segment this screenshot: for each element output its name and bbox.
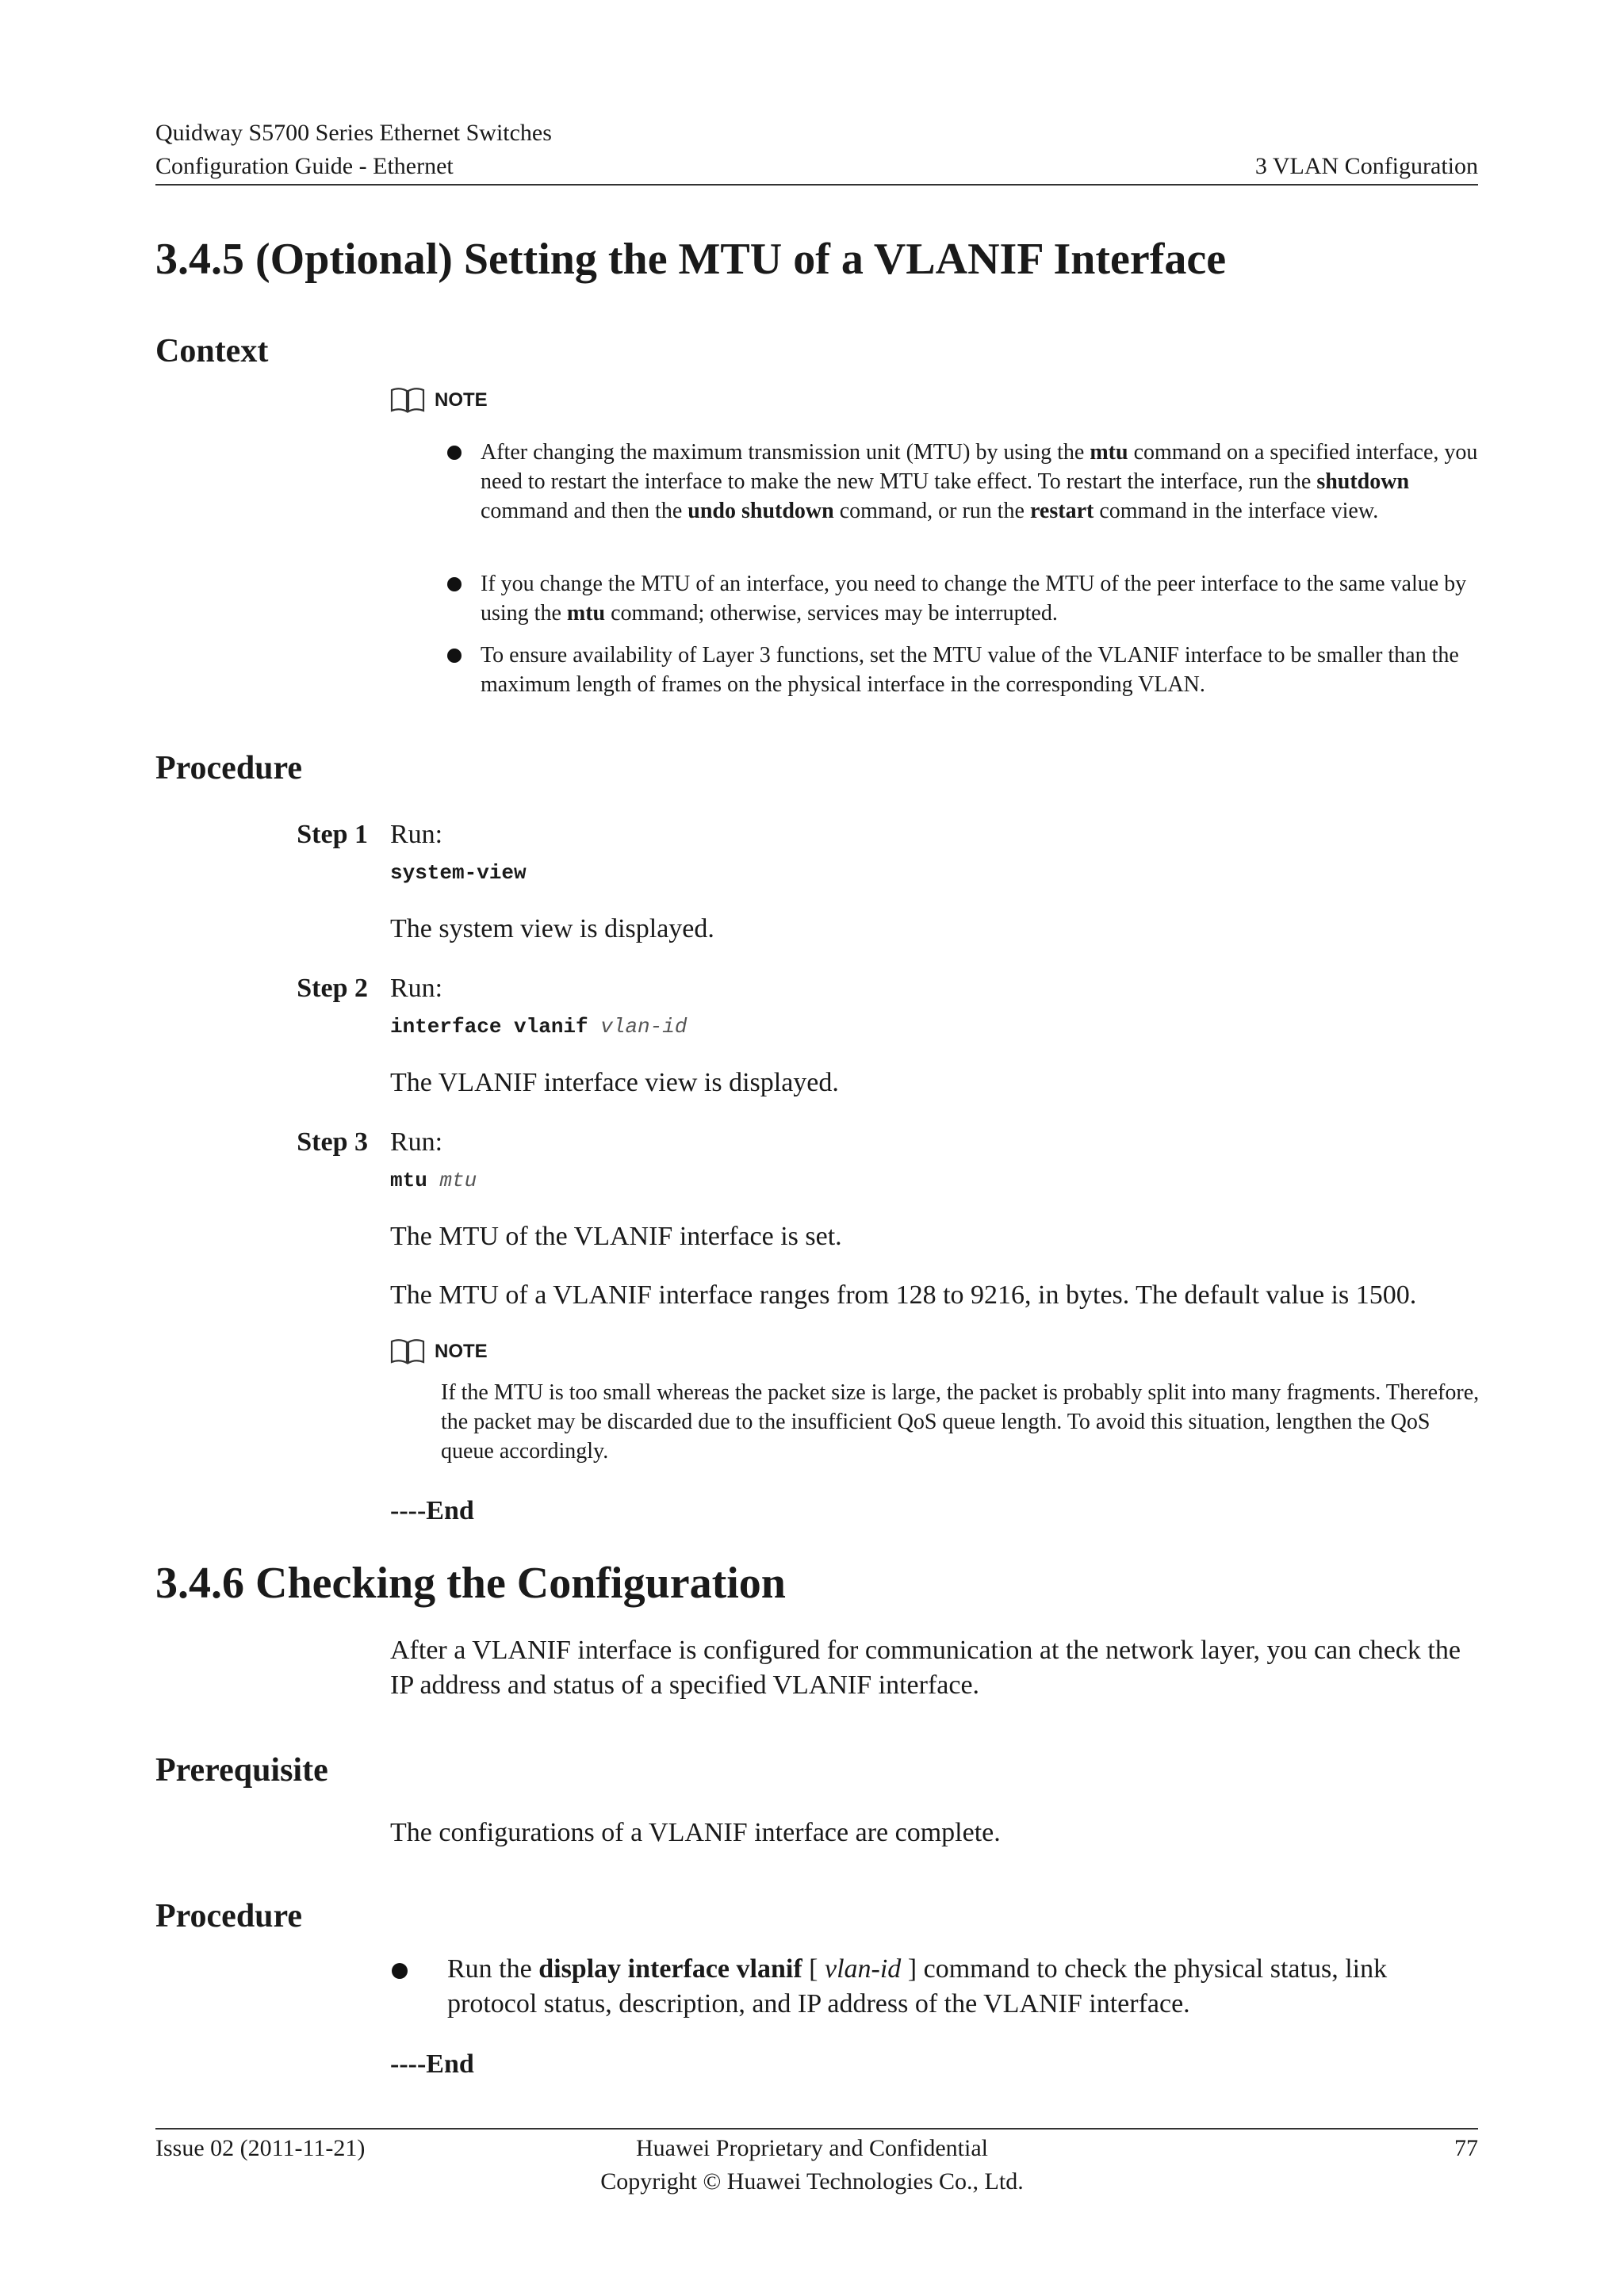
prerequisite-heading: Prerequisite — [155, 1752, 328, 1789]
section-title-346: 3.4.6 Checking the Configuration — [155, 1559, 786, 1608]
note-label: NOTE — [435, 1341, 488, 1362]
footer-page-number: 77 — [1454, 2135, 1478, 2161]
context-heading: Context — [155, 333, 269, 369]
procedure-bullet: Run the display interface vlanif [ vlan-id ] command to check the physical status, link protocol status, description, and IP address of the VLANIF interface. — [447, 1954, 1388, 2019]
note-header-2 — [390, 1338, 488, 1365]
note-label: NOTE — [435, 389, 488, 411]
section-346-intro: After a VLANIF interface is configured for communication at the network layer, you can check the IP address and status of a specified VLANIF interface. — [390, 1636, 1461, 1700]
header-product: Quidway S5700 Series Ethernet Switches — [155, 120, 552, 146]
section-title-345: 3.4.5 (Optional) Setting the MTU of a VLANIF Interface — [155, 235, 1227, 284]
header-guide: Configuration Guide - Ethernet — [155, 153, 454, 179]
footer-issue: Issue 02 (2011-11-21) — [155, 2135, 366, 2161]
footer-rule — [155, 2128, 1478, 2130]
note-bullet-3: To ensure availability of Layer 3 functions, set the MTU value of the VLANIF interface to be smaller than the maximum length of frames on the physical interface in the corresponding VLAN. — [481, 643, 1459, 697]
bullet-dot — [447, 577, 462, 591]
end-marker-1: ----End — [390, 1496, 474, 1525]
step-1-desc: The system view is displayed. — [390, 914, 714, 943]
bullet-dot — [447, 649, 462, 663]
end-marker-2: ----End — [390, 2049, 474, 2079]
footer-copyright: Copyright © Huawei Technologies Co., Ltd. — [600, 2168, 1024, 2195]
header-rule — [155, 184, 1478, 186]
book-icon — [390, 1338, 425, 1365]
book-icon — [390, 387, 425, 414]
step-3-label: Step 3 — [297, 1127, 368, 1157]
footer-confidential: Huawei Proprietary and Confidential — [635, 2135, 989, 2161]
step-2-desc: The VLANIF interface view is displayed. — [390, 1068, 839, 1097]
bullet-dot — [392, 1963, 408, 1979]
note-header — [390, 387, 488, 414]
bullet-dot — [447, 446, 462, 460]
note-bullet-1: After changing the maximum transmission unit (MTU) by using the mtu command on a specified interface, you need to restart the interface to make the new MTU take effect. To restart the interface, run the shutdown command and then the undo shutdown command, or run the restart command in the interface view. — [481, 440, 1478, 523]
step-3-desc: The MTU of the VLANIF interface is set. — [390, 1222, 842, 1251]
step-3-command: mtu mtu — [390, 1169, 477, 1192]
procedure-heading-2: Procedure — [155, 1898, 303, 1934]
step-2-run: Run: — [390, 974, 443, 1003]
step-2-command: interface vlanif vlan-id — [390, 1015, 688, 1039]
procedure-heading: Procedure — [155, 750, 303, 786]
step-2-label: Step 2 — [297, 974, 368, 1003]
note-bullet-2: If you change the MTU of an interface, you need to change the MTU of the peer interface to the same value by using the mtu command; otherwise, services may be interrupted. — [481, 572, 1467, 626]
step-3-run: Run: — [390, 1127, 443, 1157]
step-1-label: Step 1 — [297, 820, 368, 849]
step-3-desc-range: The MTU of a VLANIF interface ranges from 128 to 9216, in bytes. The default value is 1500. — [390, 1280, 1417, 1310]
step-1-command: system-view — [390, 861, 527, 885]
note-2-text: If the MTU is too small whereas the packet size is large, the packet is probably split into many fragments. Therefore, the packet may be discarded due to the insufficient QoS queue length. To avoid this situation, lengthen the QoS queue accordingly. — [441, 1380, 1480, 1464]
prerequisite-text: The configurations of a VLANIF interface are complete. — [390, 1818, 1001, 1847]
step-1-run: Run: — [390, 820, 443, 849]
header-chapter: 3 VLAN Configuration — [1254, 153, 1478, 179]
